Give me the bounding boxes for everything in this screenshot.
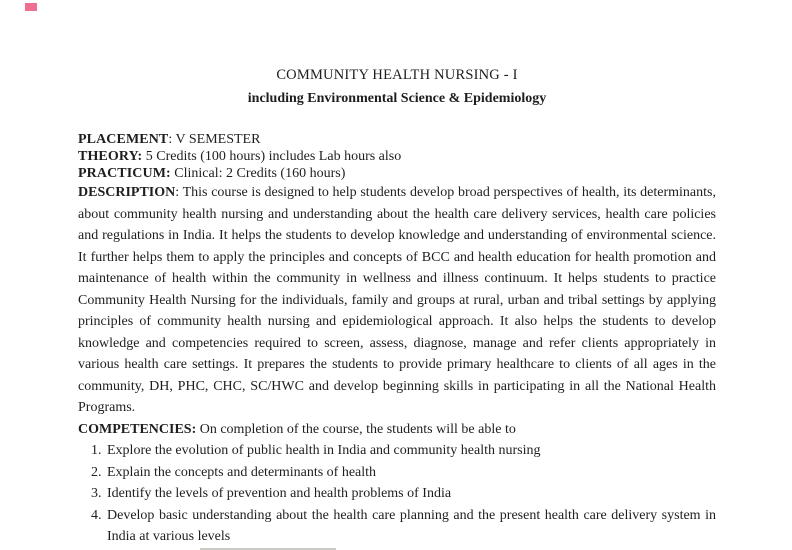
placement-value: : V SEMESTER — [168, 132, 261, 147]
practicum-value: Clinical: 2 Credits (160 hours) — [170, 166, 346, 181]
list-item — [78, 505, 716, 548]
description-paragraph — [78, 182, 716, 419]
list-item — [78, 440, 716, 462]
document-title: COMMUNITY HEALTH NURSING - I — [276, 67, 518, 83]
list-item-text: Develop basic understanding about the health care planning and the present health care delivery system in India at various levels — [107, 507, 716, 544]
theory-label: THEORY: — [78, 149, 143, 164]
list-item-number: 4. — [91, 507, 102, 523]
course-meta — [78, 131, 716, 182]
description-label: DESCRIPTION — [78, 185, 176, 200]
placement-row — [78, 131, 716, 148]
competencies-label: COMPETENCIES: — [78, 421, 197, 437]
list-item-number: 2. — [91, 464, 102, 480]
theory-value: 5 Credits (100 hours) includes Lab hours also — [142, 149, 402, 164]
document-body — [78, 0, 716, 548]
description-text: : This course is designed to help students develop broad perspectives of health, its determinants, about community health nursing and understanding about the health care delivery services, health care policies and regulations in India. It helps the students to develop knowledge and understanding of environmental science. It further helps them to apply the principles and concepts of BCC and health education for health promotion and maintenance of health within the community in wellness and illness continuum. It helps students to practice Community Health Nursing for the individuals, family and groups at rural, urban and tribal settings by applying principles of community health nursing and epidemiological approach. It also helps the students to develop knowledge and competencies required to screen, assess, diagnose, manage and refer clients appropriately in various health care settings. It prepares the students to provide primary healthcare to clients of all ages in the community, DH, PHC, CHC, SC/HWC and develop beginning skills in participating in all the National Health Programs. — [78, 185, 716, 415]
list-item-text: Explore the evolution of public health in India and community health nursing — [107, 443, 541, 458]
corner-mark — [25, 3, 37, 11]
list-item — [78, 483, 716, 505]
competencies-paragraph — [78, 419, 716, 441]
competency-list — [78, 440, 716, 548]
practicum-row — [78, 165, 716, 182]
competencies-intro: On completion of the course, the students will be able to — [196, 421, 516, 437]
placement-label: PLACEMENT — [78, 132, 169, 147]
list-item-text: Identify the levels of prevention and health problems of India — [107, 486, 452, 501]
list-item-number: 3. — [91, 486, 102, 501]
practicum-label: PRACTICUM: — [78, 166, 171, 181]
theory-row — [78, 148, 716, 165]
list-item-text: Explain the concepts and determinants of health — [107, 464, 377, 480]
document-subtitle: including Environmental Science & Epidemiology — [247, 91, 547, 106]
list-item — [78, 462, 716, 484]
list-item-number: 1. — [91, 443, 102, 458]
